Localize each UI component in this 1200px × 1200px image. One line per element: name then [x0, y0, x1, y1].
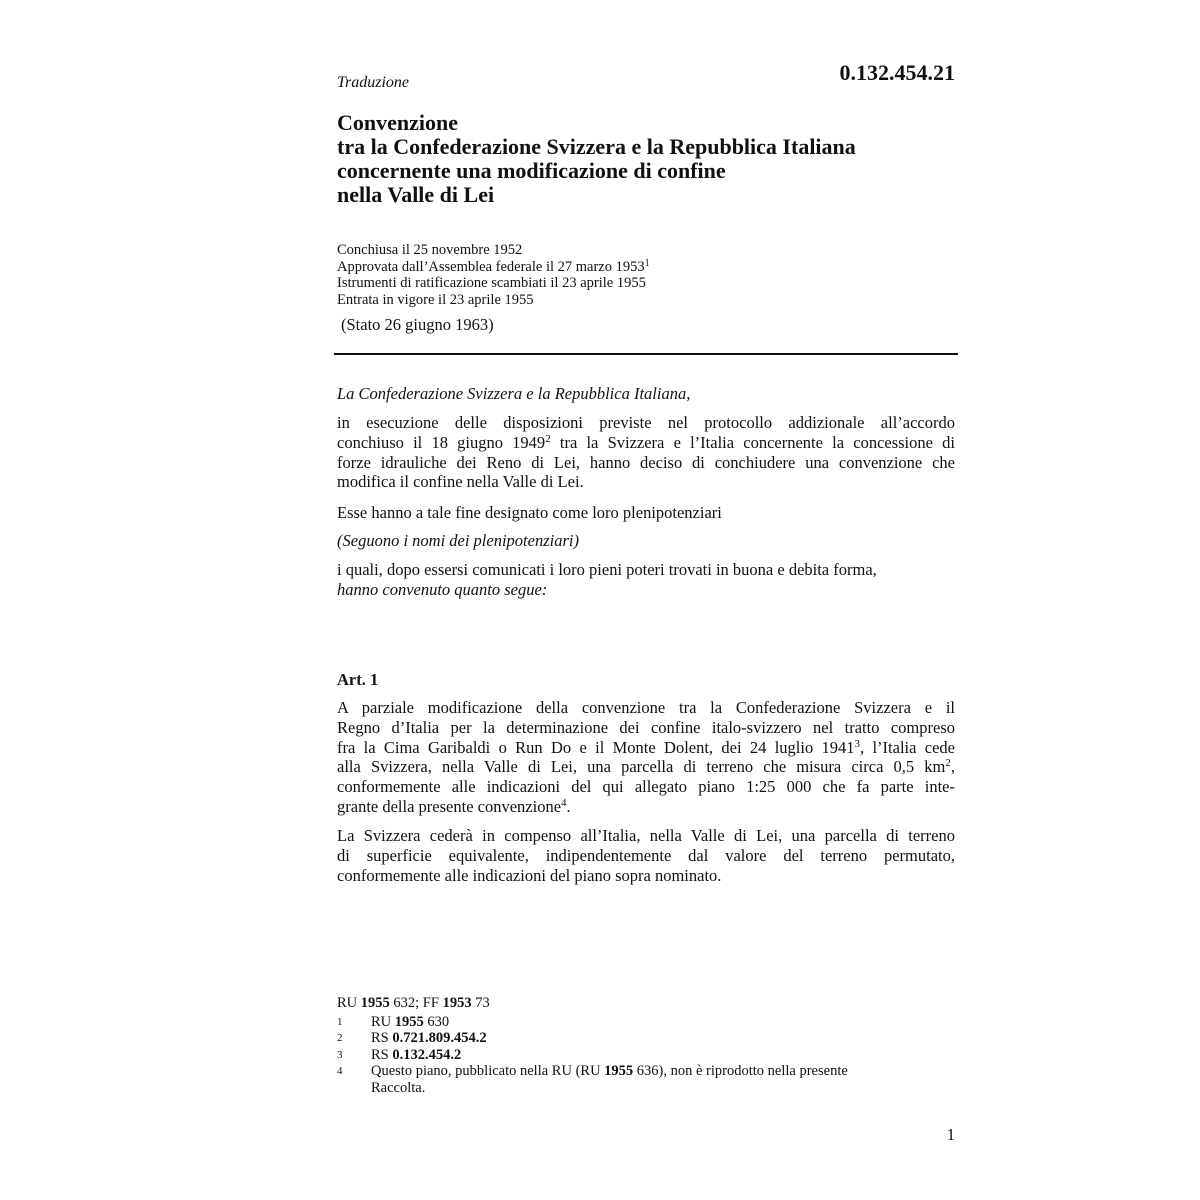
footnote-item: [337, 1047, 957, 1064]
translation-label: Traduzione: [337, 74, 410, 91]
concluded-date: Conchiusa il 25 novembre 1952: [337, 242, 523, 258]
text-span: tra la Svizzera e l’Italia concernente la concessione di: [550, 432, 955, 452]
article-paragraph: [337, 826, 955, 885]
footnote-text: [371, 1014, 957, 1031]
ratification-date: Istrumenti di ratificazione scambiati il 23 aprile 1955: [337, 275, 646, 291]
text-line: conformemente alle indicazioni del piano sopra nominato.: [337, 865, 722, 885]
preamble: [337, 384, 955, 404]
text-line: (Seguono i nomi dei plenipotenziari): [337, 531, 579, 550]
text-span: 1955: [360, 995, 390, 1011]
text-span: fra la Cima Garibaldi o Run Do e il Monte Dolent, dei 24 luglio 1941: [337, 737, 855, 757]
text-line: Esse hanno a tale fine designato come loro plenipotenziari: [337, 503, 722, 522]
text-span: 1953: [442, 995, 472, 1011]
sr-link[interactable]: 0.721.809.454.2: [392, 1030, 487, 1046]
footnote-ref-link[interactable]: 2: [545, 432, 551, 445]
text-span: 630: [423, 1013, 450, 1030]
footnote-number: 2: [337, 1032, 343, 1044]
text-line: forze idrauliche dei Reno di Lei, hanno deciso di conchiudere una convenzione che: [337, 452, 955, 472]
approved-date: [337, 259, 650, 276]
text-span: 73: [471, 995, 490, 1011]
title-line: concernente una modificazione di confine: [337, 158, 726, 183]
header-divider: [334, 353, 958, 355]
text-line: [337, 433, 955, 453]
footnotes: [337, 995, 957, 1096]
footnote-ref-link[interactable]: 4: [561, 796, 567, 809]
preamble-paragraph: [337, 413, 955, 492]
footnote-text: [371, 1047, 957, 1064]
footnote-text: [371, 1063, 957, 1096]
text-line: modifica il confine nella Valle di Lei.: [337, 472, 584, 492]
status-date: (Stato 26 giugno 1963): [341, 315, 494, 334]
text-span: Questo piano, pubblicato nella RU (RU: [371, 1063, 605, 1079]
text-span: alla Svizzera, nella Valle di Lei, una parcella di terreno che misura circa 0,5 km: [337, 757, 946, 777]
approved-text: Approvata dall’Assemblea federale il 27 marzo 1953: [337, 258, 645, 275]
footnote-item: [337, 1030, 957, 1047]
footnote-number: 1: [337, 1015, 343, 1028]
text-line: [337, 757, 955, 777]
footnote-item: [337, 1063, 957, 1096]
text-span: 1955: [604, 1063, 634, 1079]
footnote-item: [337, 1014, 957, 1031]
superscript: 2: [945, 757, 951, 770]
footnote-number: 4: [337, 1065, 343, 1077]
page-number: 1: [946, 1125, 955, 1144]
in-force-date: Entrata in vigore il 23 aprile 1955: [337, 291, 534, 308]
article-heading: Art. 1: [337, 670, 379, 689]
text-line: A parziale modificazione della convenzione tra la Confederazione Svizzera e il: [337, 698, 955, 717]
text-span: RU: [371, 1013, 395, 1030]
document-title: [337, 111, 957, 207]
footnote-text: [371, 1030, 957, 1047]
text-line: di superficie equivalente, indipendentemente dal valore del terreno permutato,: [337, 845, 955, 865]
text-span: RU: [337, 995, 361, 1011]
text-span: , l’Italia cede: [860, 737, 955, 757]
preamble-paragraph: [337, 503, 955, 523]
text-span: .: [566, 796, 571, 816]
sr-link[interactable]: 0.132.454.2: [392, 1046, 462, 1063]
source-reference: [337, 995, 957, 1012]
text-span: 1955: [394, 1013, 424, 1030]
text-line: in esecuzione delle disposizioni previste nel protocollo addizionale all’accordo: [337, 413, 955, 432]
preamble-paragraph: [337, 531, 955, 551]
text-span: grante della presente convenzione: [337, 796, 562, 816]
text-line: conformemente alle indicazioni del qui allegato piano 1:25 000 che fa parte inte-: [337, 777, 955, 797]
footnote-ref-link[interactable]: 3: [854, 737, 861, 750]
text-span: 632; FF: [389, 995, 443, 1011]
text-line: Regno d’Italia per la determinazione dei confine italo-svizzero nel tratto compreso: [337, 717, 955, 737]
article-paragraph: [337, 698, 955, 817]
text-line: La Svizzera cederà in compenso all’Italia, nella Valle di Lei, una parcella di terreno: [337, 826, 955, 845]
text-span: Raccolta.: [371, 1079, 426, 1096]
text-span: RS: [371, 1046, 393, 1063]
sr-number: 0.132.454.21: [839, 60, 955, 85]
preamble-paragraph: [337, 560, 955, 600]
footnote-number: 3: [337, 1048, 343, 1061]
title-line: nella Valle di Lei: [337, 182, 495, 207]
text-line: [337, 797, 955, 817]
text-span: ,: [950, 757, 955, 777]
text-line: hanno convenuto quanto segue:: [337, 579, 548, 599]
text-span: RS: [371, 1030, 393, 1046]
footnote-ref-link[interactable]: 1: [644, 257, 650, 269]
preamble-parties: La Confederazione Svizzera e la Repubblica Italiana,: [337, 384, 691, 403]
title-line: tra la Confederazione Svizzera e la Repubblica Italiana: [337, 134, 856, 159]
text-span: 636), non è riprodotto nella presente: [633, 1063, 848, 1079]
text-span: conchiuso il 18 giugno 1949: [337, 432, 546, 452]
text-line: [337, 738, 955, 758]
title-line: Convenzione: [337, 110, 458, 135]
document-metadata: [337, 242, 650, 308]
text-line: i quali, dopo essersi comunicati i loro pieni poteri trovati in buona e debita forma,: [337, 560, 877, 579]
